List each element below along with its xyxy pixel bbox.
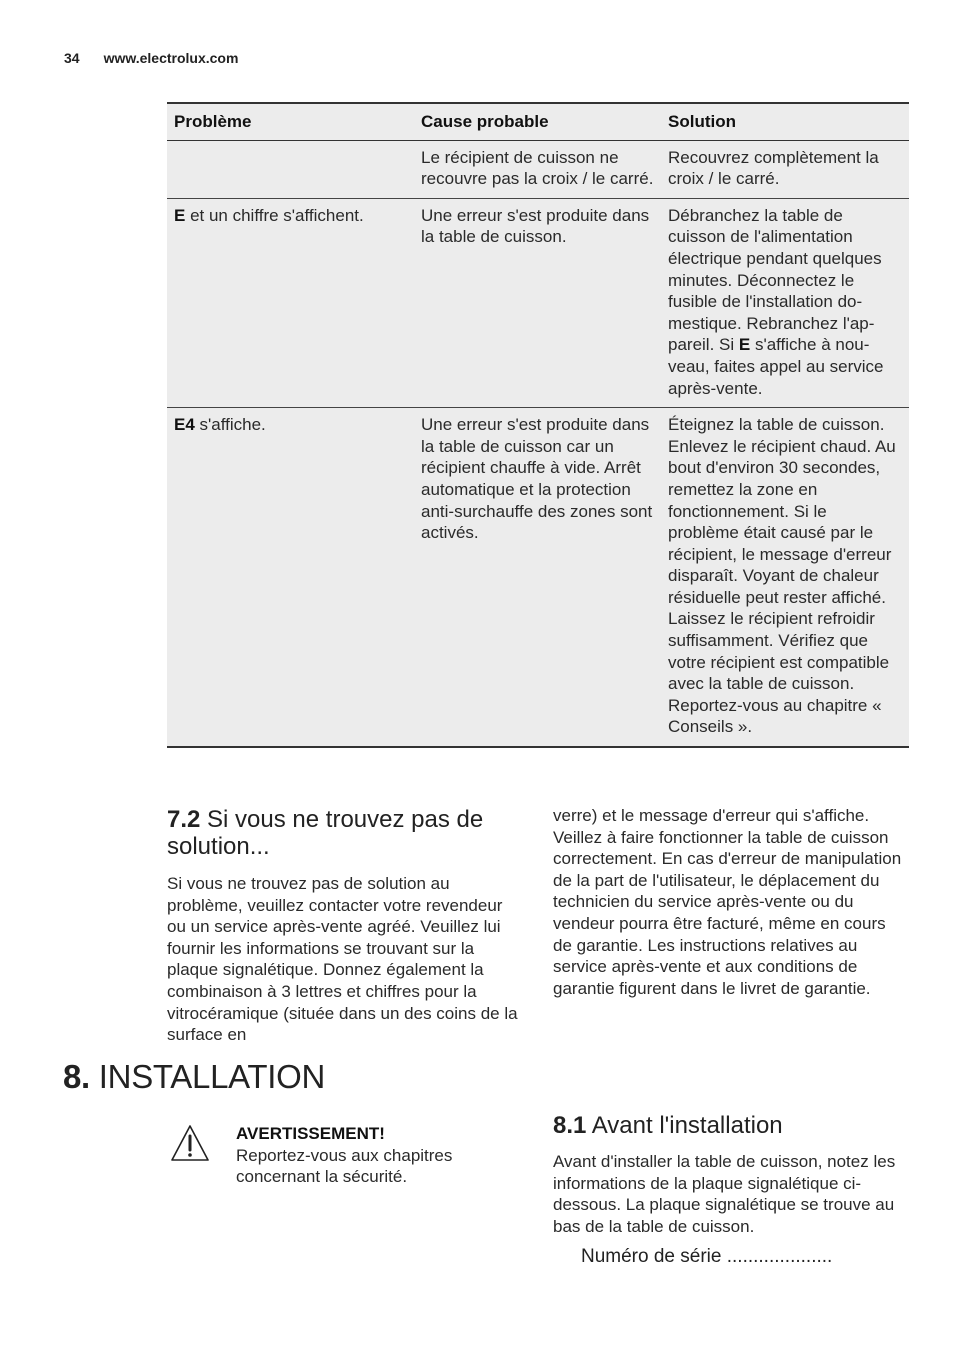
problem-text: s'affiche. [194, 415, 266, 435]
page-number: 34 [64, 50, 80, 66]
solution-cell [661, 140, 909, 198]
solution-text-end: s'affiche à nouveau, faites appel au service après-vente. [668, 335, 884, 398]
warning-text-block [236, 1123, 526, 1188]
table-row [167, 140, 909, 198]
solution-code: E [738, 335, 751, 355]
solution-text: Débranchez la table de cuisson de l'alimentation électrique pendant quelques minutes. Déconnectez le fusible de l'installation domestique. Rebranchez l'appareil. Si [668, 205, 882, 355]
chapter-heading [63, 1058, 325, 1096]
section-8-1-heading [553, 1112, 909, 1139]
section-7-2-heading [167, 806, 522, 860]
chapter-title: INSTALLATION [89, 1058, 326, 1095]
table-row [167, 408, 909, 747]
cause-cell: Une erreur s'est produite dans la table de cuisson. [414, 198, 661, 407]
warning-message: Reportez-vous aux chapitres concernant la sécurité. [236, 1145, 453, 1187]
table-row [167, 198, 909, 407]
section-8-1 [553, 1112, 909, 1237]
problem-text: et un chiffre s'affichent. [185, 205, 364, 225]
problem-cell [167, 198, 414, 407]
column-header-solution: Solution [661, 103, 909, 140]
section-7-2 [167, 806, 522, 1046]
cause-cell: Le récipient de cuisson ne recouvre pas la croix / le carré. [414, 140, 661, 198]
solution-text: Éteignez la table de cuisson. Enlevez le récipient chaud. Au bout d'environ 30 secondes, remettez la zone en fonctionnement. Si le problème était causé par le récipient, le message d'erreur disparaît. Voyant de chaleur résiduelle peut rester affiché. Laissez le récipient refroidir suffisamment. Vérifiez que votre récipient est compatible avec la table de cuisson. Reportez-vous au chapitre « Conseils ». [668, 415, 896, 737]
warning-triangle-icon [170, 1123, 210, 1163]
problem-code: E4 [174, 415, 195, 435]
problem-cell [167, 140, 414, 198]
section-7-2-body-right: verre) et le message d'erreur qui s'affiche. Veillez à faire fonctionner la table de cuisson correctement. En cas d'erreur de manipulation de la part de l'utilisateur, le déplacement du technicien du service après-vente ou du vendeur pourra être facturé, même en cours de garantie. Les instructions relatives au service après-vente et aux conditions de garantie figurent dans le livret de garantie. [553, 806, 902, 998]
solution-cell [661, 408, 909, 747]
section-number: 7.2 [167, 806, 201, 833]
section-title: Si vous ne trouvez pas de solution... [167, 806, 484, 860]
problem-code: E [174, 205, 186, 225]
page-header [64, 50, 238, 66]
serial-number-field: Numéro de série .................... [581, 1246, 833, 1267]
solution-cell [661, 198, 909, 407]
section-number: 8.1 [553, 1112, 587, 1139]
website-url: www.electrolux.com [103, 50, 239, 66]
chapter-number: 8. [63, 1058, 90, 1095]
section-7-2-continued [553, 805, 909, 999]
section-title: Avant l'installation [586, 1112, 783, 1139]
solution-text: Recouvrez complètement la croix / le carré. [668, 147, 879, 189]
troubleshooting-table [167, 102, 909, 748]
warning-title: AVERTISSEMENT! [236, 1124, 385, 1143]
column-header-cause: Cause probable [414, 103, 661, 140]
column-header-problem: Problème [167, 103, 414, 140]
section-8-1-body: Avant d'installer la table de cuisson, notez les informations de la plaque signalétique ci-dessous. La plaque signalétique se trouve au bas de la table de cuisson. [553, 1152, 896, 1236]
table-header-row [167, 103, 909, 140]
section-7-2-body-left: Si vous ne trouvez pas de solution au problème, veuillez contacter votre revendeur ou un service après-vente agréé. Veuillez lui fournir les informations se trouvant sur la plaque signalétique. Donnez également la combinaison à 3 lettres et chiffres pour la vitrocéramique (située dans un des coins de la surface en [167, 874, 518, 1045]
problem-cell [167, 408, 414, 747]
cause-cell: Une erreur s'est produite dans la table de cuisson car un récipient chauffe à vide. Arrêt automatique et la protection anti-surchauffe des zones sont activés. [414, 408, 661, 747]
